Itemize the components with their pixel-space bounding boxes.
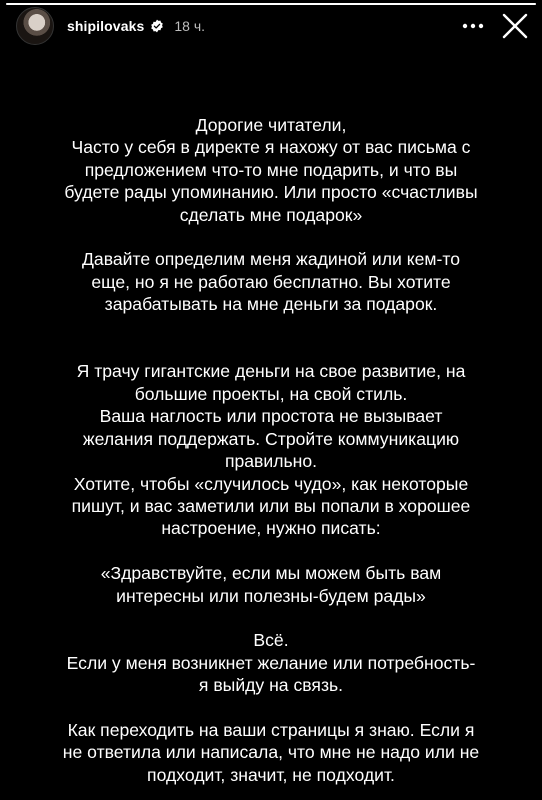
more-icon — [462, 23, 484, 29]
story-progress-fill — [6, 3, 536, 5]
story-progress-bar — [6, 3, 536, 5]
more-options-button[interactable] — [458, 11, 488, 41]
avatar[interactable] — [16, 7, 54, 45]
username[interactable]: shipilovaks — [67, 18, 145, 34]
story-timestamp: 18 ч. — [174, 18, 206, 34]
close-button[interactable] — [498, 9, 532, 43]
story-header — [16, 8, 532, 44]
verified-badge-icon — [150, 19, 164, 33]
story-text: Дорогие читатели, Часто у себя в директе я нахожу от вас письма с предложением что-то мне подарить, и что вы будете рады упоминанию. Или просто «счастливы сделать мне подарок» Давайте определим меня жадиной или кем-то еще, но я не работаю бесплатно. Вы хотите зарабатывать на мне деньги за подарок. Я трачу гигантские деньги на свое развитие, на большие проекты, на свой стиль. Ваша наглость или простота не вызывает желания поддержать. Стройте коммуникацию правильно. Хотите, чтобы «случилось чудо», как некоторые пишут, и вас заметили или вы попали в хорошее настроение, нужно писать: «Здравствуйте, если мы можем быть вам интересны или полезны-будем рады» Всё. Если у меня возникнет желание или потребность- я выйду на связь. Как переходить на ваши страницы я знаю. Если я не ответила или написала, что мне не надо или не подходит, значит, не подходит. — [62, 115, 480, 785]
close-icon — [502, 13, 528, 39]
